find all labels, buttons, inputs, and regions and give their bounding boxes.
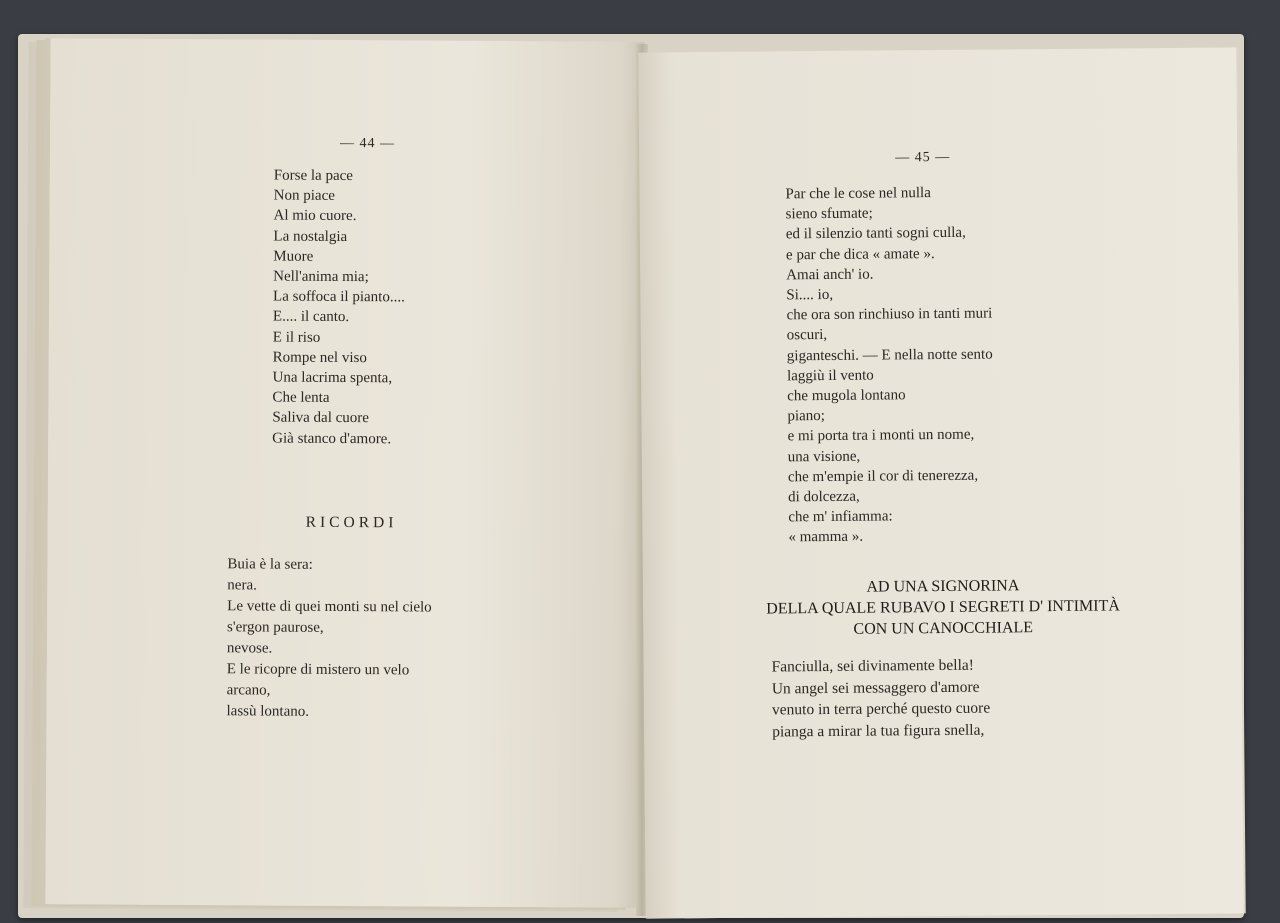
- verse-line: pianga a mirar la tua figura snella,: [772, 721, 985, 740]
- verse-line: nevose.: [226, 640, 273, 657]
- verse-line: Buia è la sera:: [227, 556, 313, 573]
- verse-line: Rompe nel viso: [272, 349, 367, 366]
- title-line: CON UN CANOCCHIALE: [853, 619, 1034, 638]
- verse-line: Forse la pace: [273, 167, 354, 185]
- verse-line: che mugola lontano: [787, 387, 906, 405]
- verse-line: ed il silenzio tanti sogni culla,: [785, 225, 966, 243]
- page-number: — 45 —: [895, 149, 951, 166]
- poem-title: [703, 574, 1184, 641]
- verse-line: Si.... io,: [786, 286, 834, 304]
- verse-line: una visione,: [787, 448, 861, 465]
- verse-line: E le ricopre di mistero un velo: [226, 661, 410, 679]
- verse-line: Un angel sei messaggero d'amore: [771, 678, 980, 697]
- verse-line: lassù lontano.: [226, 703, 310, 720]
- verse-line: Già stanco d'amore.: [272, 430, 392, 447]
- verse-line: Non piace: [273, 187, 335, 205]
- verse-line: Fanciulla, sei divinamente bella!: [771, 656, 974, 676]
- verse-line: « mamma ».: [788, 529, 864, 546]
- left-page: [45, 38, 644, 908]
- verse-line: Che lenta: [272, 389, 330, 407]
- poem-verses: [785, 183, 994, 548]
- verse-line: che m' infiamma:: [788, 508, 893, 526]
- verse-line: arcano,: [226, 682, 271, 699]
- poem-verses: [272, 166, 406, 450]
- verse-line: s'ergon paurose,: [227, 619, 324, 636]
- verse-line: e mi porta tra i monti un nome,: [787, 427, 975, 445]
- verse-line: oscuri,: [786, 327, 828, 344]
- verse-line: che m'empie il cor di tenerezza,: [787, 467, 979, 486]
- verse-line: di dolcezza,: [788, 488, 860, 506]
- verse-line: Muore: [273, 248, 314, 265]
- right-page: [638, 47, 1244, 918]
- verse-line: Le vette di quei monti su nel cielo: [227, 598, 432, 616]
- verse-line: Par che le cose nel nulla: [785, 185, 931, 203]
- verse-line: laggiù il vento: [786, 367, 874, 385]
- section-verses: [772, 655, 991, 743]
- verse-line: La soffoca il pianto....: [273, 288, 405, 306]
- title-line: AD UNA SIGNORINA: [866, 577, 1020, 596]
- title-line: DELLA QUALE RUBAVO I SEGRETI D' INTIMITÀ: [766, 597, 1120, 618]
- verse-line: E il riso: [272, 329, 321, 346]
- verse-line: piano;: [787, 408, 825, 425]
- verse-line: sieno sfumate;: [785, 205, 873, 223]
- verse-line: Saliva dal cuore: [272, 409, 370, 427]
- verse-line: giganteschi. — E nella notte sento: [786, 346, 993, 364]
- verse-line: Al mio cuore.: [273, 207, 357, 225]
- verse-line: Amai anch' io.: [786, 266, 874, 284]
- verse-line: e par che dica « amate ».: [785, 245, 935, 263]
- verse-line: La nostalgia: [273, 228, 348, 245]
- verse-line: E.... il canto.: [272, 308, 350, 326]
- verse-line: nera.: [227, 577, 257, 594]
- verse-line: Una lacrima spenta,: [272, 369, 393, 387]
- page-number: — 44 —: [339, 135, 396, 152]
- verse-line: Nell'anima mia;: [273, 268, 369, 286]
- section-title: RICORDI: [305, 513, 398, 532]
- section-verses: [226, 554, 432, 723]
- verse-line: venuto in terra perché questo cuore: [771, 699, 991, 719]
- verse-line: che ora son rinchiuso in tanti muri: [786, 305, 993, 324]
